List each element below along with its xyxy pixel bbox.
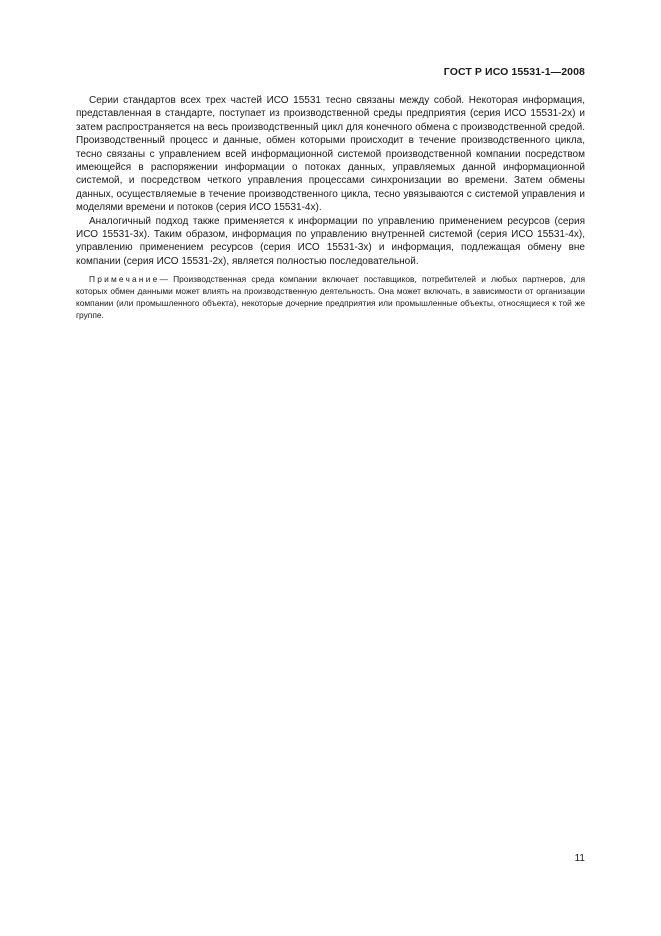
document-body [76,94,585,321]
document-header: ГОСТ Р ИСО 15531-1—2008 [443,66,585,78]
paragraph-1: Серии стандартов всех трех частей ИСО 15531 тесно связаны между собой. Некоторая информация, представленная в стандарте, поступает из производственной среды предприятия (серия ИСО 15531-2х) и затем распространяется на весь производственный цикл для конечного обмена с производственной средой. Производственный процесс и данные, обмен которыми происходит в течение производственного цикла, тесно связаны с управлением всей информационной системой производственной компании посредством имеющейся в распоряжении информации о потоках данных, управляемых данной информационной системой, и посредством четкого управления процессами синхронизации во времени. Затем обмены данных, осуществляемые в течение производственного цикла, тесно увязываются с системой управления и моделями времени и потоков (серия ИСО 15531-4х). [76,95,585,214]
note-text: — Производственная среда компании включает поставщиков, потребителей и любых партнеров, для которых обмен данными может влиять на производственную деятельность. Она может включать, в зависимости от организации компании (или промышленного объекта), некоторые дочерние предприятия или промышленные объекты, относящиеся к той же группе. [76,274,585,320]
note-label: Примечание [89,274,160,285]
note [76,274,585,321]
paragraph-2: Аналогичный подход также применяется к информации по управлению применением ресурсов (серия ИСО 15531-3х). Таким образом, информация по управлению внутренней системой (серия ИСО 15531-4х), управлению применением ресурсов (серия ИСО 15531-3х) и информация, подлежащая обмену вне компании (серия ИСО 15531-2х), является полностью последовательной. [76,215,585,267]
page-number: 11 [574,853,585,864]
